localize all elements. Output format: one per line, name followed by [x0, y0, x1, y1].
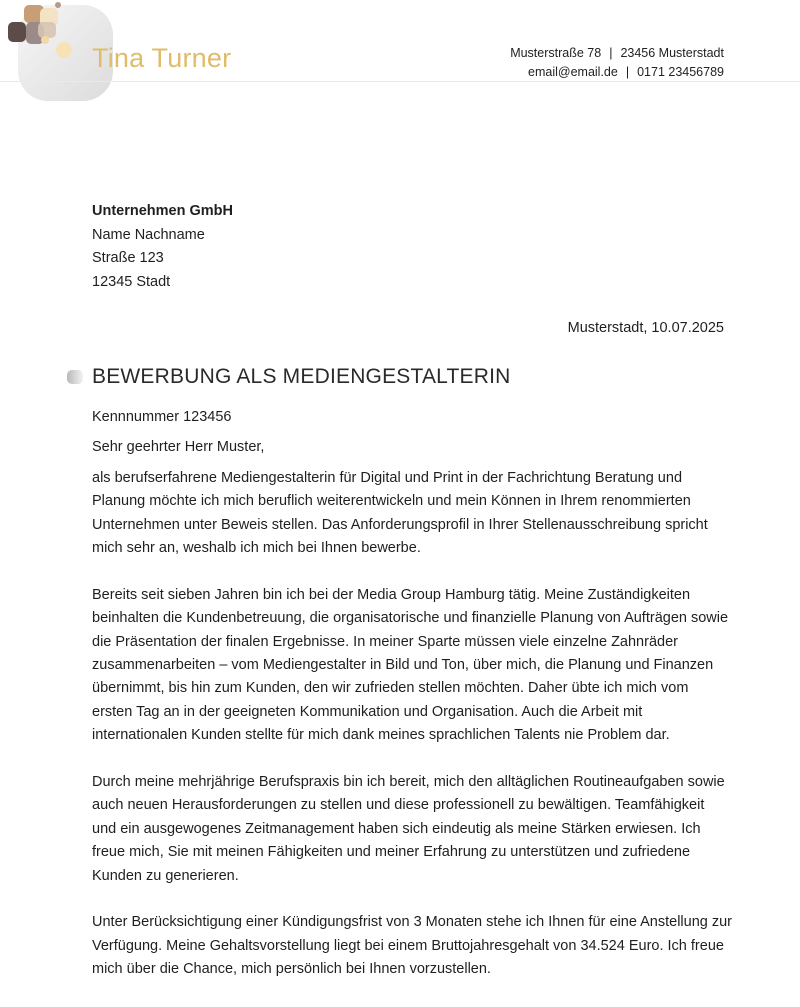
recipient-address	[92, 200, 233, 294]
body-paragraph: Bereits seit sieben Jahren bin ich bei der Media Group Hamburg tätig. Meine Zuständigkeiten beinhalten die Kundenbetreuung, die organisatorische und finanzielle Planung von Aufträgen sowie die Präsentation der finalen Ergebnisse. In meiner Sparte müssen viele einzelne Zahnräder zusammenarbeiten – vom Mediengestalter in Bild und Ton, über mich, die Planung und Finanzen übernimmt, bis hin zum Kunden, den wir zufrieden stellen möchten. Daher übte ich mich vom ersten Tag an in der geeigneten Kommunikation und Organisation. Auch die Arbeit mit internationalen Kunden stellte für mich dank meines sprachlichen Talents nie Problem dar.	[92, 586, 729, 744]
sender-street: Musterstraße 78	[510, 46, 602, 60]
recipient-contact: Name Nachname	[92, 226, 205, 243]
separator: |	[625, 65, 630, 79]
body-paragraph: Unter Berücksichtigung einer Kündigungsfrist von 3 Monaten stehe ich Ihnen für eine Anstellung zur Verfügung. Meine Gehaltsvorstellung liegt bei einem Bruttojahresgehalt von 34.524 Euro. Ich freue mich über die Chance, mich persönlich bei Ihnen vorzustellen.	[92, 914, 732, 978]
reference-number: Kennnummer 123456	[92, 409, 232, 425]
sender-contact-line	[510, 63, 724, 82]
salutation: Sehr geehrter Herr Muster,	[92, 439, 265, 456]
letter-body	[92, 406, 732, 1005]
header-divider	[0, 81, 800, 82]
recipient-street: Straße 123	[92, 250, 164, 266]
sender-address-line	[510, 44, 724, 63]
logo-dot-shape	[55, 2, 61, 8]
sender-email: email@email.de	[528, 65, 618, 79]
place-date: Musterstadt, 10.07.2025	[567, 320, 724, 336]
separator: |	[609, 46, 613, 60]
recipient-company: Unternehmen GmbH	[92, 203, 233, 219]
recipient-city: 12345 Stadt	[92, 273, 171, 290]
subject-bullet-icon	[67, 370, 83, 389]
sender-name: Tina Turner	[92, 43, 232, 73]
logo-square-shape	[38, 22, 56, 38]
sender-city: 23456 Musterstadt	[620, 46, 724, 60]
logo-dot-shape	[56, 42, 72, 58]
body-paragraph: als berufserfahrene Mediengestalterin für Digital und Print in der Fachrichtung Beratung und Planung möchte ich mich beruflich weiterentwickeln und mein Können in Ihrem renommierten Unternehmen unter Beweis stellen. Das Anforderungsprofil in Ihrer Stellenausschreibung spricht mich sehr an, weshalb ich mich bei Ihnen bewerbe.	[92, 469, 708, 557]
logo-dot-shape	[41, 36, 49, 44]
subject-heading: BEWERBUNG ALS MEDIENGESTALTERIN	[92, 365, 511, 388]
logo-square-shape	[8, 22, 26, 42]
sender-contact	[510, 44, 724, 82]
sender-phone: 0171 23456789	[637, 65, 724, 79]
body-paragraph: Durch meine mehrjährige Berufspraxis bin ich bereit, mich den alltäglichen Routineaufgaben sowie auch neuen Herausforderungen zu stellen und diese professionell zu bewältigen. Teamfähigkeit und ein ausgewogenes Zeitmanagement haben sich eindeutig als meine Stärken erwiesen. Ich freue mich, Sie mit meinen Fähigkeiten und meiner Erfahrung zu unterstützen und zufriedene Kunden zu generieren.	[92, 774, 725, 884]
